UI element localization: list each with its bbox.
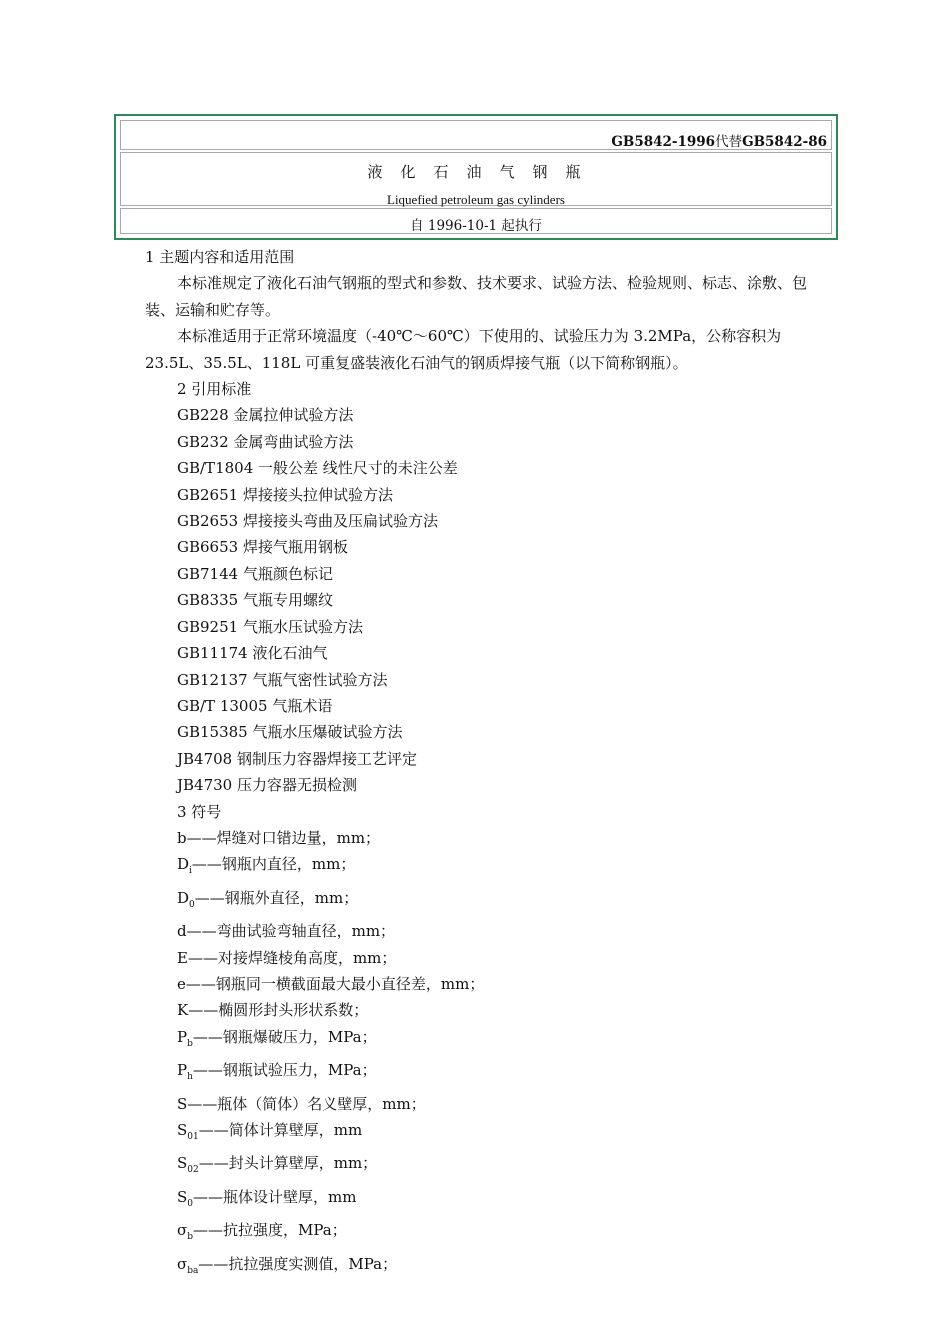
symbol-letter: σ	[177, 1254, 188, 1273]
reference-item: GB9251 气瓶水压试验方法	[177, 617, 363, 636]
symbol-description: ——钢瓶爆破压力，MPa；	[192, 1027, 377, 1046]
reference-item: GB8335 气瓶专用螺纹	[177, 591, 333, 610]
symbol-description: ——椭圆形封头形状系数；	[188, 1001, 369, 1020]
symbol-letter: D	[177, 888, 190, 907]
symbol-item	[145, 1184, 815, 1217]
symbol-description: ——弯曲试验弯轴直径，mm；	[186, 922, 396, 941]
reference-item: JB4730 压力容器无损检测	[177, 776, 357, 795]
symbol-item	[145, 1057, 815, 1090]
symbol-subscript: ba	[187, 1265, 199, 1276]
section-3-heading: 3 符号	[177, 802, 222, 821]
symbol-subscript: 0	[187, 1198, 194, 1209]
reference-item: GB/T 13005 气瓶术语	[177, 696, 333, 715]
symbol-item	[145, 1217, 815, 1250]
symbol-description: ——钢瓶同一横截面最大最小直径差，mm；	[185, 974, 485, 993]
section-1-paragraph-1: 本标准规定了液化石油气钢瓶的型式和参数、技术要求、试验方法、检验规则、标志、涂敷、包装、运输和贮存等。	[145, 274, 808, 319]
symbol-description: ——对接焊缝棱角高度，mm；	[187, 948, 397, 967]
symbol-description: ——焊缝对口错边量，mm；	[186, 828, 381, 847]
symbol-description: ——简体计算壁厚，mm	[198, 1121, 363, 1139]
symbol-item	[145, 1117, 815, 1150]
symbol-letter: b	[177, 828, 187, 847]
symbol-letter: D	[177, 855, 190, 874]
symbol-letter: S	[177, 1094, 188, 1113]
symbol-item	[145, 1150, 815, 1183]
reference-item: JB4708 钢制压力容器焊接工艺评定	[177, 749, 417, 768]
reference-item: GB11174 液化石油气	[177, 644, 328, 663]
symbol-description: ——钢瓶外直径，mm；	[194, 888, 359, 907]
symbol-description: ——瓶体设计壁厚，mm	[193, 1187, 357, 1206]
reference-list	[145, 402, 815, 798]
symbol-description: ——抗拉强度，MPa；	[193, 1221, 347, 1240]
replaced-code: GB5842-86	[742, 134, 827, 150]
symbol-letter: σ	[177, 1221, 188, 1240]
symbol-item	[145, 945, 815, 971]
standard-code-cell	[120, 120, 832, 150]
symbol-subscript: 02	[187, 1165, 199, 1176]
reference-item: GB7144 气瓶颜色标记	[177, 564, 333, 583]
document-body	[145, 244, 815, 1284]
reference-item: GB6653 焊接气瓶用钢板	[177, 538, 348, 557]
symbol-item	[145, 997, 815, 1023]
symbol-letter: P	[177, 1061, 188, 1080]
symbol-letter: S	[177, 1187, 188, 1206]
symbol-list	[145, 825, 815, 1284]
reference-item: GB/T1804 一般公差 线性尺寸的未注公差	[177, 459, 458, 478]
reference-item: GB2651 焊接接头拉伸试验方法	[177, 485, 393, 504]
reference-item: GB228 金属拉伸试验方法	[177, 406, 354, 425]
symbol-letter: K	[177, 1001, 189, 1020]
standard-header-box	[114, 114, 838, 240]
reference-item: GB15385 气瓶水压爆破试验方法	[177, 723, 403, 742]
symbol-description: ——抗拉强度实测值，MPa；	[198, 1254, 398, 1273]
symbol-description: ——钢瓶试验压力，MPa；	[192, 1061, 377, 1080]
symbol-item	[145, 971, 815, 997]
symbol-description: ——封头计算壁厚，mm；	[198, 1154, 378, 1173]
symbol-item	[145, 1024, 815, 1057]
symbol-letter: E	[177, 948, 188, 967]
symbol-description: ——瓶体（简体）名义壁厚，mm；	[187, 1094, 426, 1113]
symbol-item	[145, 1251, 815, 1284]
symbol-item	[145, 825, 815, 851]
symbol-subscript: h	[187, 1072, 193, 1083]
symbol-subscript: i	[189, 866, 192, 877]
replace-word: 代替	[715, 134, 743, 150]
title-english: Liquefied petroleum gas cylinders	[387, 192, 565, 207]
standard-code-line	[611, 130, 827, 150]
effective-date-cell	[120, 208, 832, 234]
section-1-paragraph-2: 本标准适用于正常环境温度（-40℃～60℃）下使用的、试验压力为 3.2MPa，公称容积为 23.5L、35.5L、118L 可重复盛装液化石油气的钢质焊接气瓶（以下简称钢瓶）。	[145, 327, 782, 372]
symbol-subscript: b	[187, 1038, 193, 1049]
symbol-item	[145, 885, 815, 918]
symbol-subscript: b	[187, 1232, 194, 1243]
symbol-letter: e	[177, 974, 186, 993]
reference-item: GB232 金属弯曲试验方法	[177, 432, 354, 451]
symbol-letter: S	[177, 1154, 188, 1173]
symbol-item	[145, 1091, 815, 1117]
standard-code: GB5842-1996	[611, 134, 716, 150]
symbol-letter: d	[177, 922, 187, 941]
reference-item: GB2653 焊接接头弯曲及压扁试验方法	[177, 512, 438, 531]
symbol-item	[145, 918, 815, 944]
section-2-heading: 2 引用标准	[177, 380, 252, 399]
symbol-letter: S	[177, 1121, 188, 1139]
symbol-letter: P	[177, 1027, 188, 1046]
symbol-subscript: 0	[189, 899, 195, 910]
symbol-subscript: 01	[187, 1132, 199, 1142]
symbol-description: ——钢瓶内直径，mm；	[191, 855, 356, 874]
standard-title-cell	[120, 152, 832, 206]
title-chinese: 液化石油气钢瓶	[367, 163, 599, 181]
symbol-item	[145, 851, 815, 884]
reference-item: GB12137 气瓶气密性试验方法	[177, 670, 388, 689]
section-1-heading: 1 主题内容和适用范围	[145, 248, 295, 266]
effective-date: 自 1996-10-1 起执行	[410, 218, 542, 234]
